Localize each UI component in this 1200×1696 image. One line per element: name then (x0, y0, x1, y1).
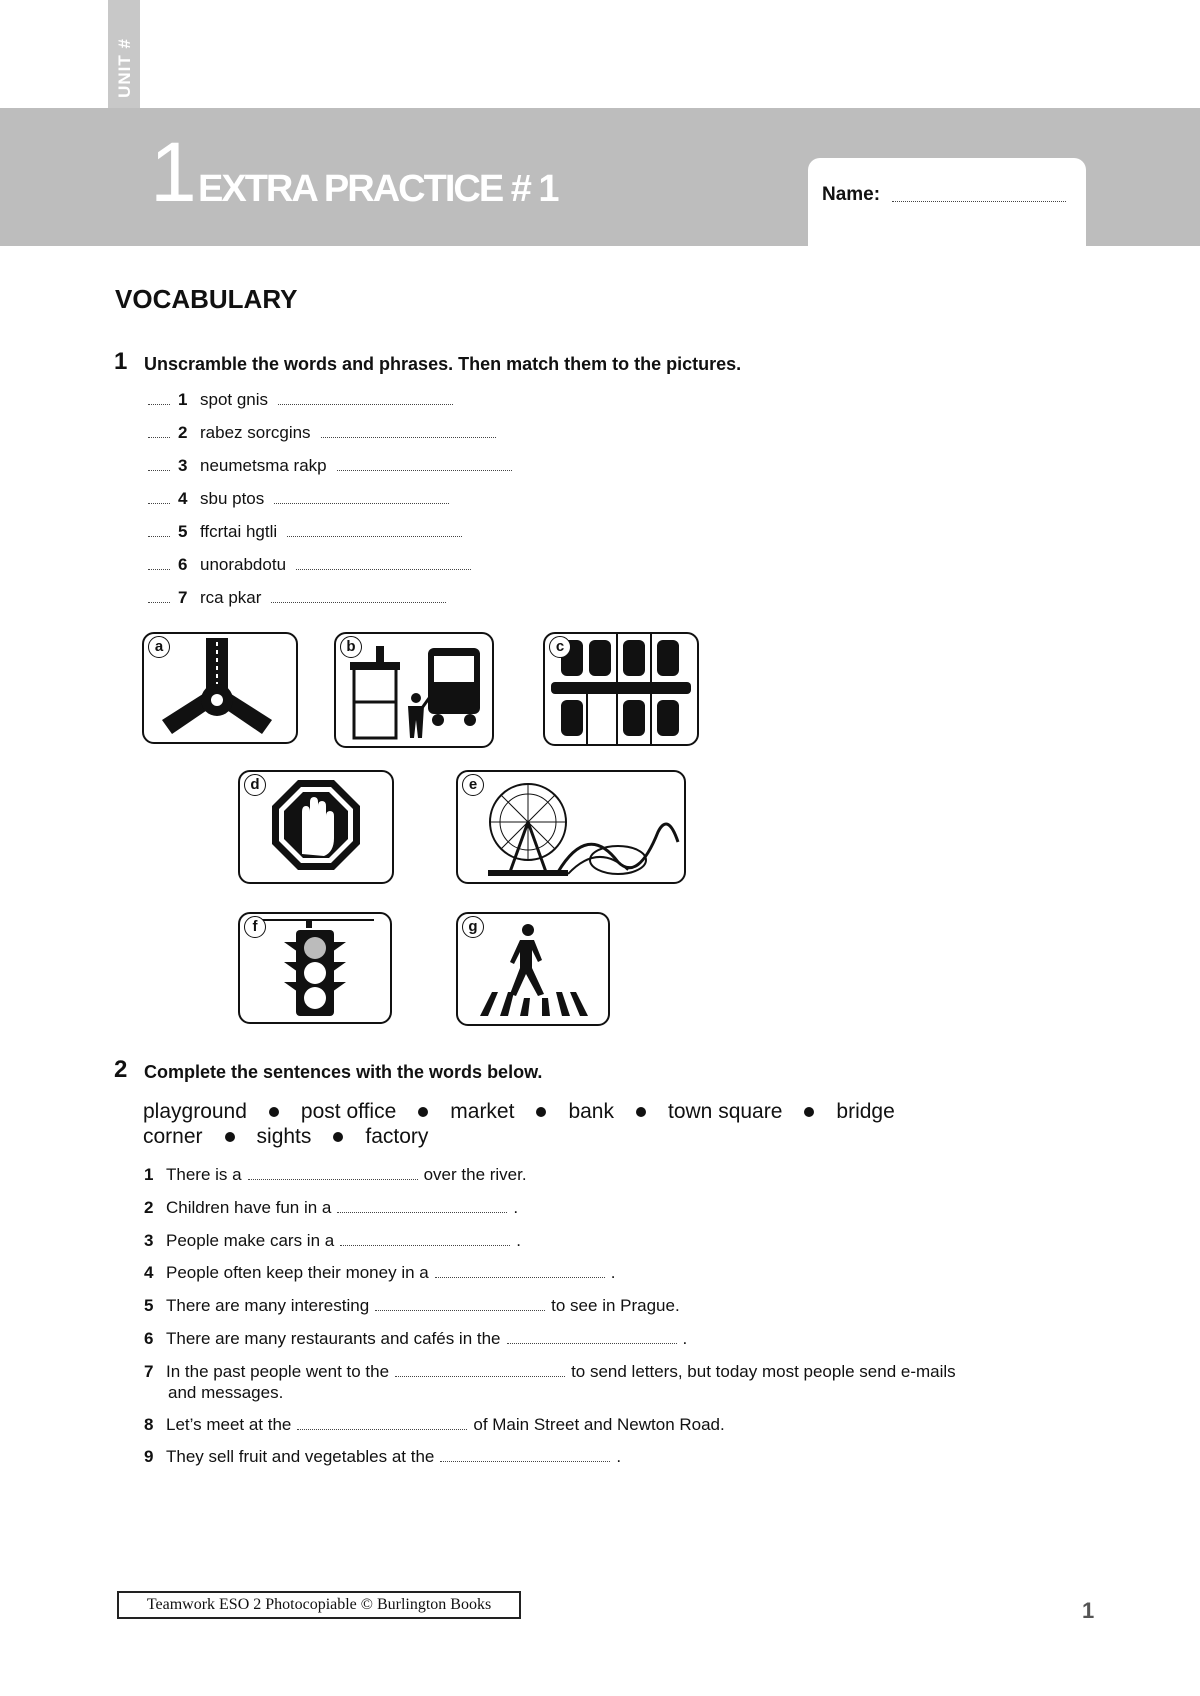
unit-number: 1 (150, 125, 197, 219)
picture-b (334, 632, 494, 748)
answer-letter-blank[interactable] (148, 569, 170, 570)
exercise-number: 2 (114, 1056, 128, 1083)
answer-blank[interactable] (296, 569, 471, 570)
section-heading: VOCABULARY (115, 284, 298, 314)
name-field[interactable] (892, 200, 1066, 202)
picture-f (238, 912, 392, 1024)
bullet-icon (225, 1132, 235, 1142)
scrambled-word: rca pkar (200, 588, 262, 607)
answer-letter-blank[interactable] (148, 437, 170, 438)
sentence-number: 7 (144, 1362, 154, 1381)
item-number: 4 (178, 489, 188, 508)
sentence-number: 6 (144, 1329, 154, 1348)
unscramble-item (148, 390, 453, 410)
sentence-number: 5 (144, 1296, 154, 1315)
sentence-text: People make cars in a (166, 1231, 335, 1250)
unscramble-item (148, 522, 462, 542)
sentence-number: 4 (144, 1263, 154, 1282)
picture-g (456, 912, 610, 1026)
sentence-text: . (682, 1329, 688, 1348)
sentence-number: 8 (144, 1415, 154, 1434)
sentence (144, 1415, 725, 1435)
scrambled-word: ffcrtai hgtli (200, 522, 278, 541)
sentence-text: to send letters, but today most people send e-mails (571, 1362, 956, 1381)
scrambled-word: spot gnis (200, 390, 269, 409)
sentence-text: . (610, 1263, 616, 1282)
answer-blank[interactable] (271, 602, 446, 603)
answer-letter-blank[interactable] (148, 503, 170, 504)
answer-blank[interactable] (375, 1310, 545, 1311)
answer-blank[interactable] (297, 1429, 467, 1430)
answer-blank[interactable] (440, 1461, 610, 1462)
sentence (144, 1296, 680, 1316)
sentence (144, 1263, 615, 1283)
picture-letter: e (462, 774, 484, 796)
answer-letter-blank[interactable] (148, 536, 170, 537)
sentence-text: of Main Street and Newton Road. (473, 1415, 725, 1434)
word-bank-item: town square (668, 1100, 783, 1123)
bullet-icon (269, 1107, 279, 1117)
exercise-number: 1 (114, 348, 128, 375)
item-number: 7 (178, 588, 188, 607)
sentence-text: There is a (166, 1165, 242, 1184)
sentence-text: . (616, 1447, 622, 1466)
word-bank-item: bank (568, 1100, 614, 1123)
word-bank-item: bridge (836, 1100, 895, 1123)
sentence-text: People often keep their money in a (166, 1263, 429, 1282)
sentence (144, 1231, 521, 1251)
answer-blank[interactable] (278, 404, 453, 405)
answer-blank[interactable] (274, 503, 449, 504)
bullet-icon (636, 1107, 646, 1117)
sentence-text: Children have fun in a (166, 1198, 332, 1217)
picture-letter: g (462, 916, 484, 938)
word-bank-item: post office (300, 1100, 397, 1123)
picture-letter: b (340, 636, 362, 658)
sentence-number: 9 (144, 1447, 154, 1466)
answer-blank[interactable] (321, 437, 496, 438)
copyright-box: Teamwork ESO 2 Photocopiable © Burlington Books (117, 1591, 521, 1619)
unit-tab-label: UNIT # (115, 38, 134, 98)
scrambled-word: unorabdotu (200, 555, 287, 574)
scrambled-word: neumetsma rakp (200, 456, 327, 475)
bullet-icon (333, 1132, 343, 1142)
sentence-text: Let’s meet at the (166, 1415, 292, 1434)
answer-letter-blank[interactable] (148, 470, 170, 471)
item-number: 3 (178, 456, 188, 475)
item-number: 2 (178, 423, 188, 442)
page-number: 1 (1082, 1598, 1095, 1623)
word-bank-item: market (450, 1100, 515, 1123)
sentence (144, 1329, 687, 1349)
word-bank-item: sights (256, 1125, 312, 1148)
picture-a (142, 632, 298, 744)
sentence-number: 2 (144, 1198, 154, 1217)
amusement-park-icon (458, 772, 684, 882)
sentence (144, 1447, 621, 1467)
unscramble-item (148, 588, 446, 608)
item-number: 1 (178, 390, 188, 409)
sentence (144, 1362, 956, 1382)
name-label: Name: (822, 184, 881, 205)
bullet-icon (804, 1107, 814, 1117)
answer-blank[interactable] (340, 1245, 510, 1246)
sentence-text: There are many interesting (166, 1296, 370, 1315)
sentence-text: In the past people went to the (166, 1362, 390, 1381)
word-bank-row (143, 1124, 943, 1149)
sentence-text: to see in Prague. (551, 1296, 680, 1315)
answer-blank[interactable] (507, 1343, 677, 1344)
unscramble-item (148, 489, 449, 509)
unscramble-item (148, 456, 512, 476)
answer-blank[interactable] (248, 1179, 418, 1180)
scrambled-word: sbu ptos (200, 489, 265, 508)
scrambled-word: rabez sorcgins (200, 423, 311, 442)
word-bank-item: factory (365, 1125, 429, 1148)
word-bank-item: playground (143, 1100, 247, 1123)
picture-letter: f (244, 916, 266, 938)
picture-letter: c (549, 636, 571, 658)
picture-letter: d (244, 774, 266, 796)
sentence-number: 1 (144, 1165, 154, 1184)
answer-letter-blank[interactable] (148, 602, 170, 603)
word-bank-item: corner (143, 1125, 203, 1148)
sentence-text: . (516, 1231, 521, 1250)
sentence-text: over the river. (423, 1165, 527, 1184)
unscramble-item (148, 555, 471, 575)
exercise-instruction: Unscramble the words and phrases. Then match them to the pictures. (144, 354, 742, 374)
sentence-text: . (513, 1198, 519, 1217)
answer-blank[interactable] (337, 470, 512, 471)
answer-blank[interactable] (395, 1376, 565, 1377)
picture-e (456, 770, 686, 884)
word-bank-row (143, 1099, 943, 1124)
answer-blank[interactable] (337, 1212, 507, 1213)
page-title: EXTRA PRACTICE # 1 (198, 168, 558, 210)
exercise-instruction: Complete the sentences with the words below. (144, 1062, 543, 1082)
sentence-continuation: and messages. (168, 1383, 284, 1402)
picture-c (543, 632, 699, 746)
picture-letter: a (148, 636, 170, 658)
answer-letter-blank[interactable] (148, 404, 170, 405)
picture-d (238, 770, 394, 884)
unscramble-item (148, 423, 496, 443)
answer-blank[interactable] (287, 536, 462, 537)
item-number: 6 (178, 555, 188, 574)
bullet-icon (536, 1107, 546, 1117)
sentence (144, 1198, 518, 1218)
sentence-text: They sell fruit and vegetables at the (166, 1447, 435, 1466)
sentence-text: There are many restaurants and cafés in the (166, 1329, 501, 1348)
sentence (144, 1165, 527, 1185)
sentence-number: 3 (144, 1231, 154, 1250)
bullet-icon (418, 1107, 428, 1117)
item-number: 5 (178, 522, 188, 541)
word-bank (143, 1099, 943, 1149)
answer-blank[interactable] (435, 1277, 605, 1278)
